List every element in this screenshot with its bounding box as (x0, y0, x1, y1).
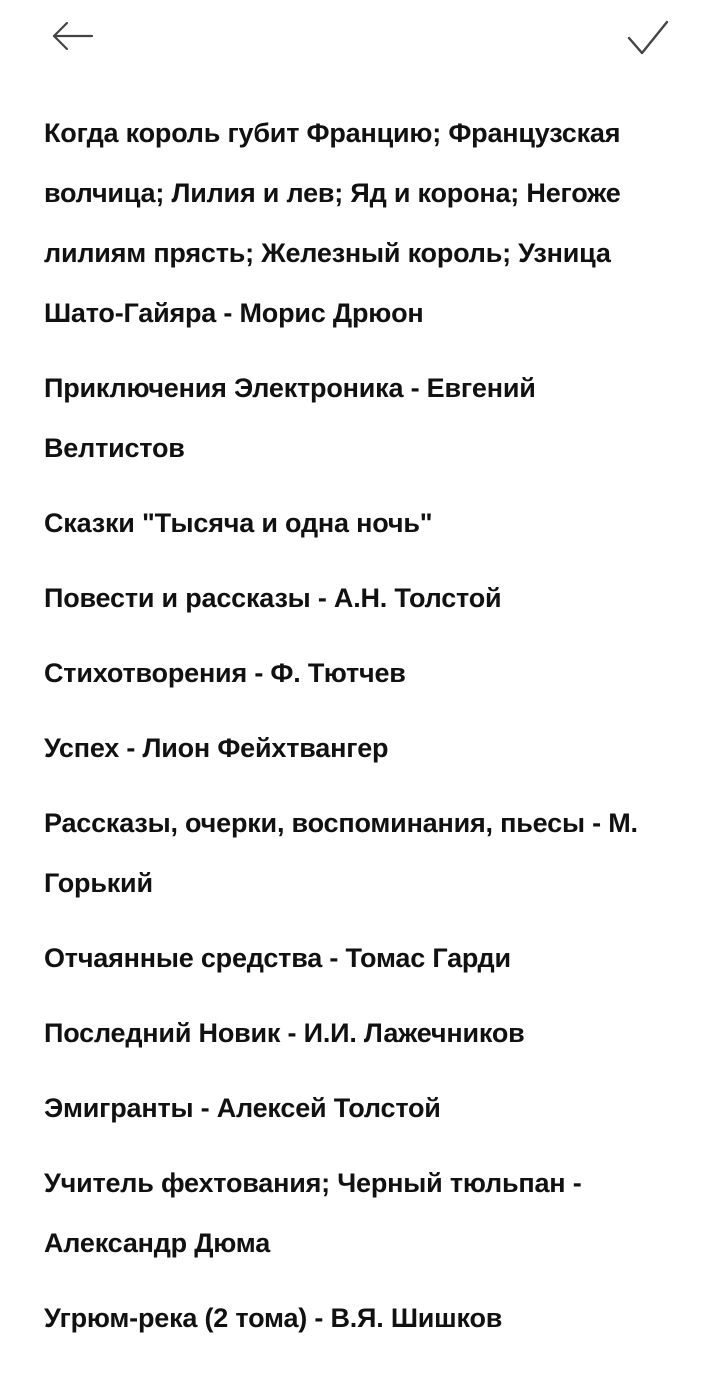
arrow-left-icon (52, 21, 94, 56)
back-button[interactable] (44, 14, 102, 62)
done-button[interactable] (620, 14, 676, 66)
list-item[interactable]: Стихотворения - Ф. Тютчев (44, 658, 406, 688)
list-item[interactable]: Эмигранты - Алексей Толстой (44, 1093, 441, 1123)
list-item[interactable]: Успех - Лион Фейхтвангер (44, 733, 389, 763)
list-item[interactable]: Отчаянные средства - Томас Гарди (44, 943, 511, 973)
list-item[interactable]: Когда король губит Францию; Французская волчица; Лилия и лев; Яд и корона; Негоже лилиям прясть; Железный король; Узница Шато-Гайяра - Морис Дрюон (44, 118, 621, 328)
list-item[interactable]: Сказки "Тысяча и одна ночь" (44, 508, 433, 538)
list-item[interactable]: Угрюм-река (2 тома) - В.Я. Шишков (44, 1303, 503, 1333)
list-item[interactable]: Учитель фехтования; Черный тюльпан - Александр Дюма (44, 1168, 582, 1258)
book-list (44, 103, 674, 1363)
list-item[interactable]: Повести и рассказы - А.Н. Толстой (44, 583, 502, 613)
checkmark-icon (627, 20, 669, 61)
list-item[interactable]: Последний Новик - И.И. Лажечников (44, 1018, 525, 1048)
list-item[interactable]: Рассказы, очерки, воспоминания, пьесы - М. Горький (44, 808, 638, 898)
top-bar (0, 0, 720, 80)
list-item[interactable]: Приключения Электроника - Евгений Велтистов (44, 373, 536, 463)
